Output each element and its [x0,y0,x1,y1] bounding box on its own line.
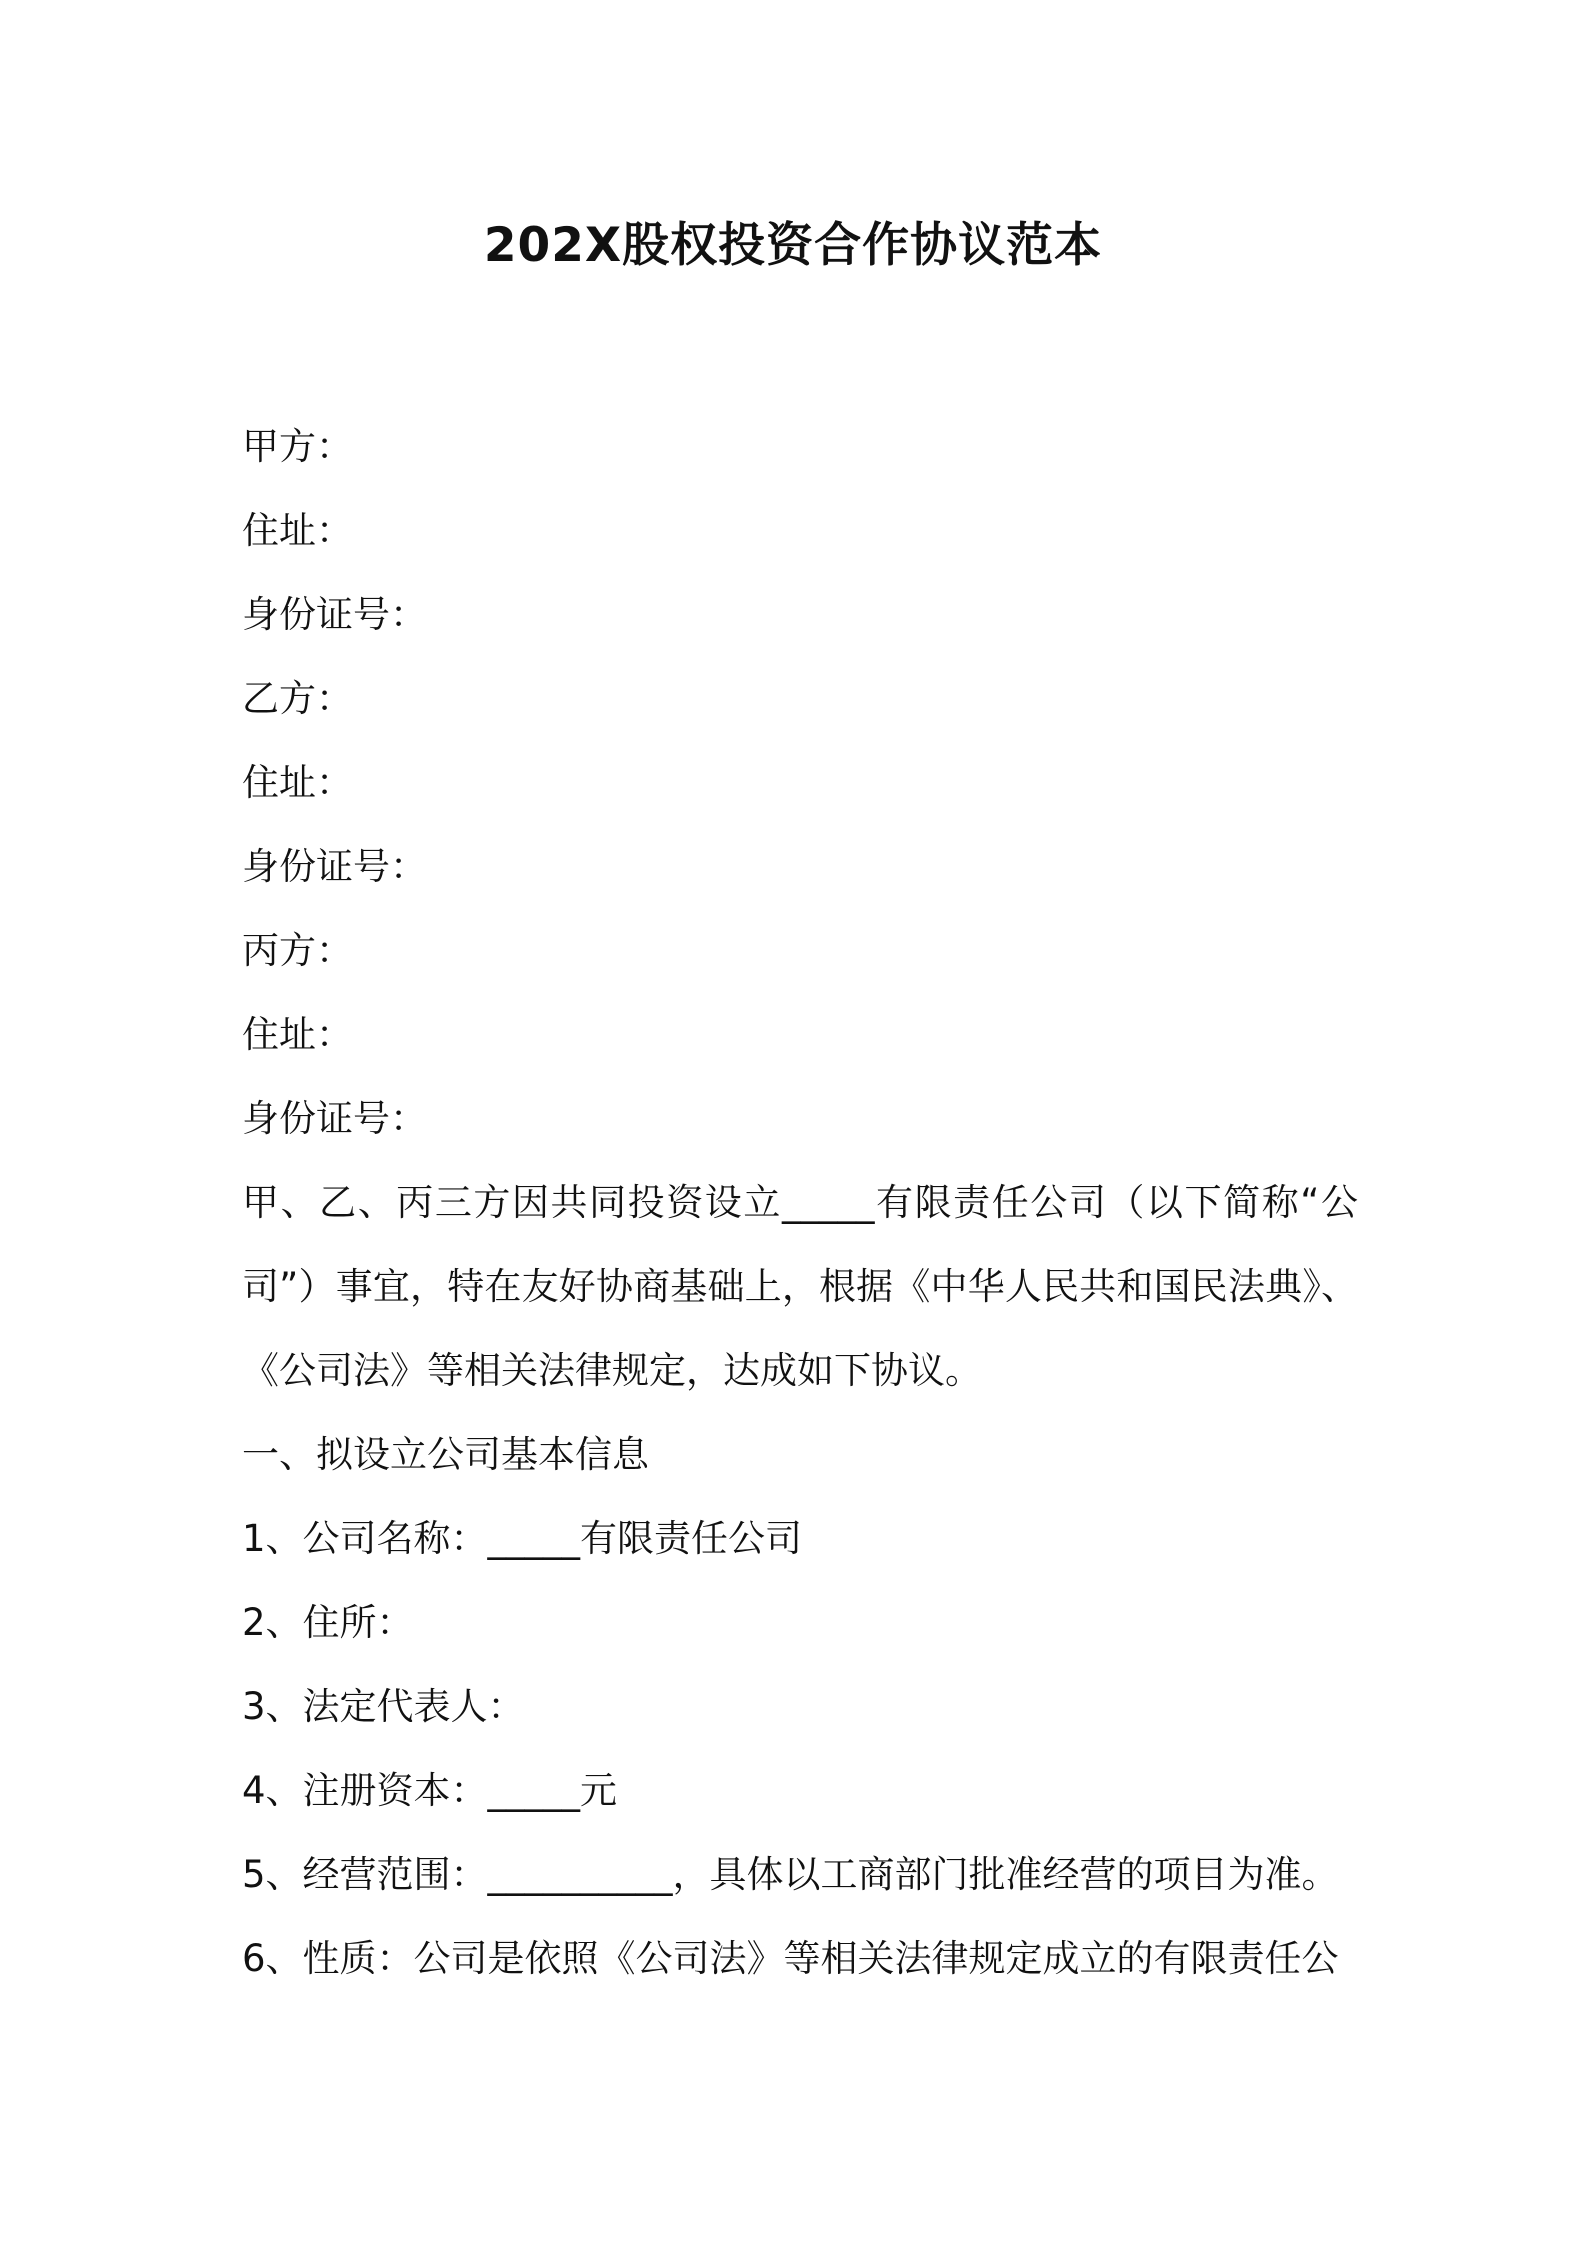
section-item-domicile: 2、住所： [242,1601,414,1644]
party-b-id-number: 身份证号： [242,845,427,888]
party-c-label: 丙方： [242,929,353,972]
section-item-business-scope: 5、经营范围：__________，具体以工商部门批准经营的项目为准。 [242,1853,1339,1896]
section-item-company-name: 1、公司名称：_____有限责任公司 [242,1517,803,1560]
party-c-id-number: 身份证号： [242,1097,427,1140]
preamble-paragraph: 甲、乙、丙三方因共同投资设立_____有限责任公司（以下简称“公司”）事宜，特在友好协商基础上，根据《中华人民共和国民法典》、《公司法》等相关法律规定，达成如下协议。 [242,1181,1358,1392]
party-a-id-number: 身份证号： [242,593,427,636]
party-b-address: 住址： [242,761,353,804]
section-item-registered-capital: 4、注册资本：_____元 [242,1769,618,1812]
document-title: 202X股权投资合作协议范本 [483,218,1103,273]
party-a-address: 住址： [242,509,353,552]
party-b-label: 乙方： [242,677,353,720]
section-item-nature: 6、性质：公司是依照《公司法》等相关法律规定成立的有限责任公 [242,1937,1339,1980]
document-body [242,405,1358,2001]
section-item-legal-representative: 3、法定代表人： [242,1685,525,1728]
section-heading: 一、拟设立公司基本信息 [242,1433,649,1476]
party-a-label: 甲方： [242,425,353,468]
party-c-address: 住址： [242,1013,353,1056]
